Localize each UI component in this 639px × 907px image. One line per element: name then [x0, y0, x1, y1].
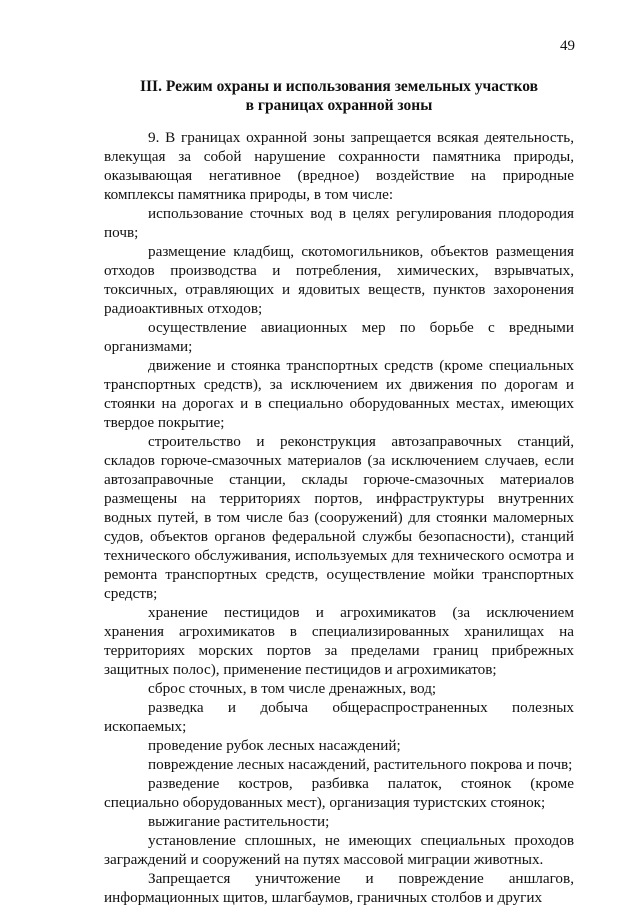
- section-heading: [104, 77, 574, 115]
- section-heading-line-2: в границах охранной зоны: [245, 97, 433, 114]
- paragraph-prohibition: Запрещается уничтожение и повреждение аншлагов, информационных щитов, шлагбаумов, граничных столбов и других: [104, 870, 574, 906]
- list-item: использование сточных вод в целях регулирования плодородия почв;: [104, 205, 574, 241]
- list-item: выжигание растительности;: [148, 813, 330, 830]
- list-item: сброс сточных, в том числе дренажных, вод;: [148, 680, 437, 697]
- list-item: движение и стоянка транспортных средств (кроме специальных транспортных средств), за исключением их движения по дорогам и стоянки на дорогах и в специально оборудованных местах, имеющих твердое покрытие;: [104, 357, 574, 431]
- list-item: размещение кладбищ, скотомогильников, объектов размещения отходов производства и потребления, химических, взрывчатых, токсичных, отравляющих и ядовитых веществ, пунктов захоронения радиоактивных отходов;: [104, 243, 574, 317]
- list-item: установление сплошных, не имеющих специальных проходов заграждений и сооружений на путях массовой миграции животных.: [104, 832, 574, 868]
- list-item: строительство и реконструкция автозаправочных станций, складов горюче-смазочных материалов (за исключением случаев, если автозаправочные станции, склады горюче-смазочных материалов размещены на территориях портов, инфраструктуры внутренних водных путей, в том числе баз (сооружений) для стоянки маломерных судов, объектов органов федеральной службы безопасности), станций технического обслуживания, используемых для технического осмотра и ремонта транспортных средств, осуществление мойки транспортных средств;: [104, 433, 574, 602]
- section-heading-line-1: III. Режим охраны и использования земельных участков: [139, 78, 538, 95]
- list-item: осуществление авиационных мер по борьбе с вредными организмами;: [104, 319, 574, 355]
- paragraph-intro: 9. В границах охранной зоны запрещается всякая деятельность, влекущая за собой нарушение сохранности памятника природы, оказывающая негативное (вредное) воздействие на природные комплексы памятника природы, в том числе:: [104, 129, 574, 203]
- list-item: проведение рубок лесных насаждений;: [148, 737, 401, 754]
- document-body: [104, 128, 574, 907]
- page-number: 49: [560, 38, 575, 54]
- list-item: повреждение лесных насаждений, растительного покрова и почв;: [148, 756, 573, 773]
- list-item: хранение пестицидов и агрохимикатов (за исключением хранения агрохимикатов в специализированных хранилищах на территориях морских портов за пределами границ прибрежных защитных полос), применение пестицидов и агрохимикатов;: [104, 604, 574, 678]
- list-item: разведка и добыча общераспространенных полезных ископаемых;: [104, 699, 574, 735]
- list-item: разведение костров, разбивка палаток, стоянок (кроме специально оборудованных мест), организация туристских стоянок;: [104, 775, 574, 811]
